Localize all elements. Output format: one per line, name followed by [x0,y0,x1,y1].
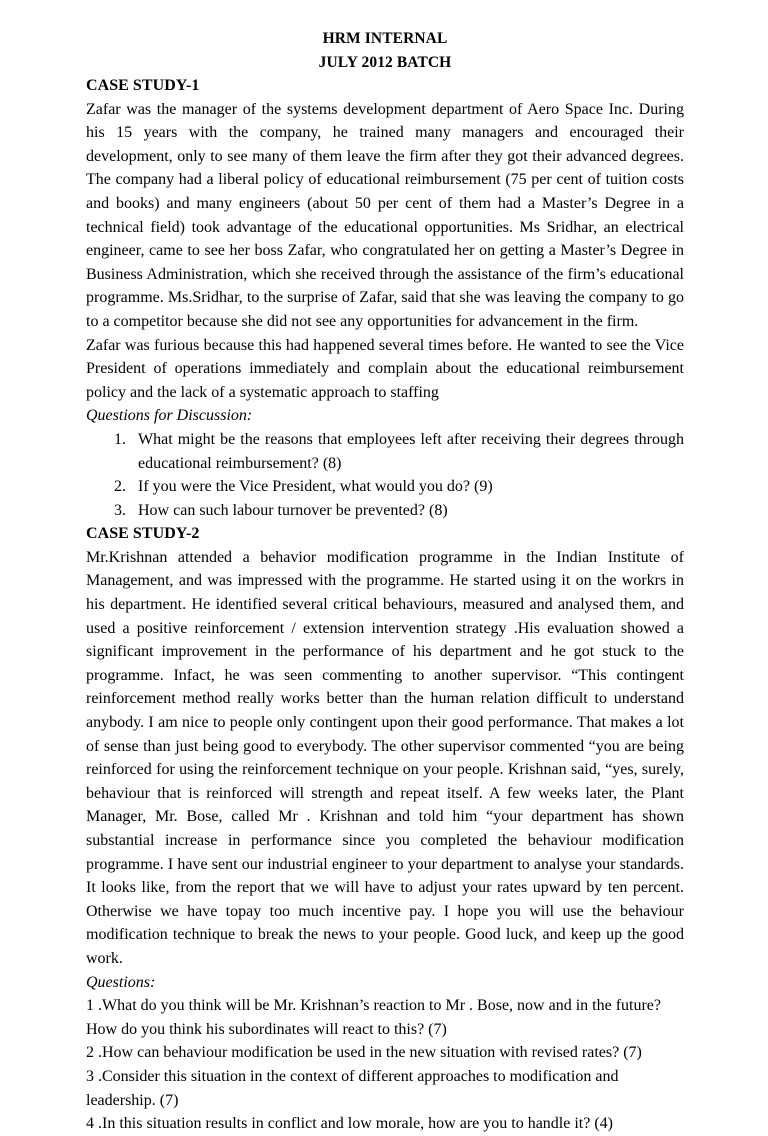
case-study-2-question-2: 2 .How can behaviour modification be used in the new situation with revised rates? (7) [86,1044,642,1062]
question-text: How can such labour turnover be prevented? (8) [138,501,448,519]
header-title-line-2: JULY 2012 BATCH [318,53,452,71]
case-study-1-question-list [86,428,684,522]
list-item [86,499,684,523]
document-header [86,27,684,74]
list-item [86,475,684,499]
case-study-1-paragraph-1: Zafar was the manager of the systems development department of Aero Space Inc. During his 15 years with the company, he trained many managers and encouraged their development, only to see many of them leave the firm after they got their advanced degrees. The company had a liberal policy of educational reimbursement (75 per cent of tuition costs and books) and many engineers (about 50 per cent of them had a Master’s Degree in a technical field) took advantage of the educational opportunities. Ms Sridhar, an electrical engineer, came to see her boss Zafar, who congratulated her on getting a Master’s Degree in Business Administration, which she received through the assistance of the firm’s educational programme. Ms.Sridhar, to the surprise of Zafar, said that she was leaving the company to go to a competitor because she did not see any opportunities for advancement in the firm. [86,100,684,330]
case-study-2-question-4: 4 .In this situation results in conflict and low morale, how are you to handle it? (4) [86,1115,613,1133]
list-item [86,428,684,475]
question-number: 1. [114,430,126,448]
header-title-line-1: HRM INTERNAL [322,30,448,47]
question-text: What might be the reasons that employees left after receiving their degrees through educational reimbursement? (8) [138,430,684,472]
case-study-2-question-3: 3 .Consider this situation in the context of different approaches to modification and leadership. (7) [86,1067,619,1109]
question-number: 3. [114,501,126,519]
case-study-2-question-1: 1 .What do you think will be Mr. Krishnan’s reaction to Mr . Bose, now and in the future? How do you think his subordinates will react to this? (7) [86,997,662,1038]
question-number: 2. [114,478,126,496]
case-study-1-heading: CASE STUDY-1 [86,77,200,94]
case-study-2-paragraph-1: Mr.Krishnan attended a behavior modification programme in the Indian Institute of Management, and was impressed with the programme. He started using it on the workrs in his department. He identified several critical behaviours, measured and analysed them, and used a positive reinforcement / extension intervention strategy .His evaluation showed a significant improvement in the performance of his department and he got stuck to the programme. Infact, he was seen commenting to another supervisor. “This contingent reinforcement method really works better than the human relation difficult to understand anybody. I am nice to people only contingent upon their good performance. That makes a lot of sense than just being good to everybody. The other supervisor commented “you are being reinforced for using the reinforcement technique on your people. Krishnan said, “yes, surely, behaviour that is reinforced will strength and repeat itself. A few weeks later, the Plant Manager, Mr. Bose, called Mr . Krishnan and told him “your department has shown substantial increase in performance since you completed the behaviour modification programme. I have sent our industrial engineer to your department to analyse your standards. It looks like, from the report that we will have to adjust your rates upward by ten percent. Otherwise we have topay too much incentive pay. I hope you will use the behaviour modification technique to break the news to your people. Good luck, and keep up the good work. [86,548,684,967]
case-study-1-questions-label: Questions for Discussion: [86,407,253,425]
case-study-2-questions-label: Questions: [86,973,156,991]
case-study-2-heading: CASE STUDY-2 [86,525,200,543]
case-study-1-paragraph-2: Zafar was furious because this had happened several times before. He wanted to see the Vice President of operations immediately and complain about the educational reimbursement policy and the lack of a systematic approach to staffing [86,336,684,401]
question-text: If you were the Vice President, what would you do? (9) [138,478,493,496]
